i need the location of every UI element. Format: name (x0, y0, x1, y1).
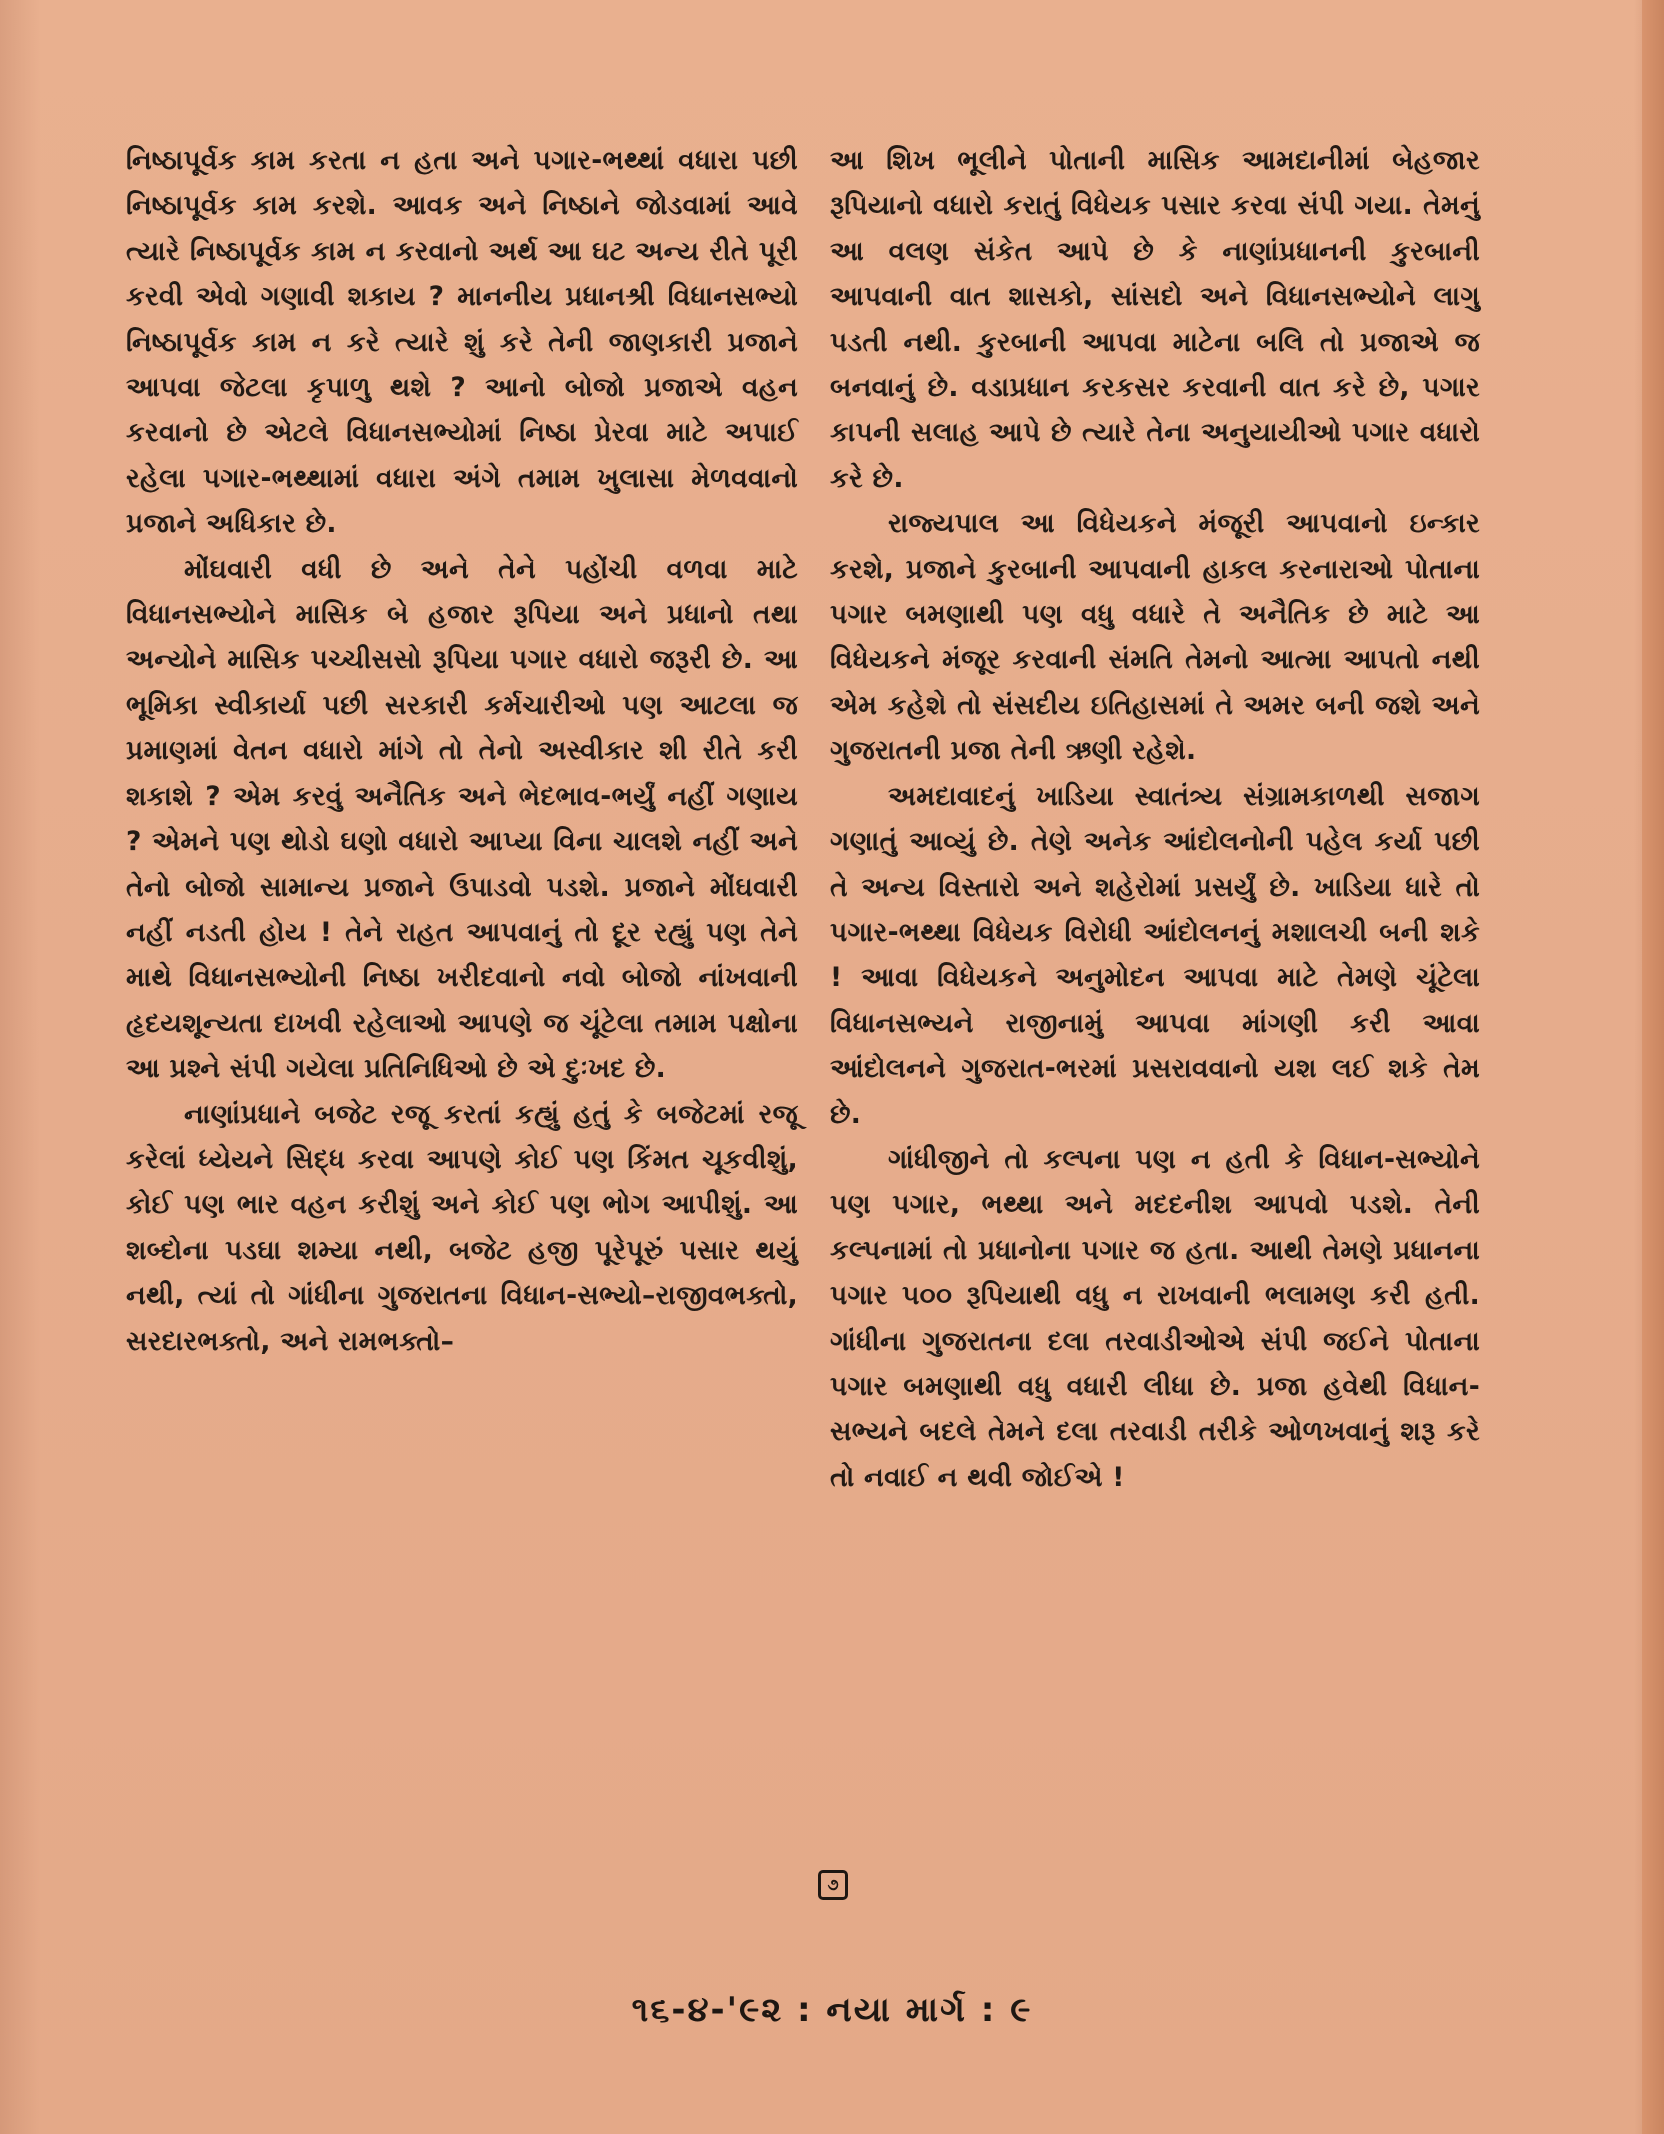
paragraph: આ શિખ ભૂલીને પોતાની માસિક આમદાનીમાં બેહજાર રૂપિયાનો વધારો કરાતું વિધેયક પસાર કરવા સંપી ગયા. તેમનું આ વલણ સંકેત આપે છે કે નાણાંપ્રધાનની કુરબાની આપવાની વાત શાસકો, સાંસદો અને વિધાનસભ્યોને લાગુ પડતી નથી. કુરબાની આપવા માટેના બલિ તો પ્રજાએ જ બનવાનું છે. વડાપ્રધાન કરકસર કરવાની વાત કરે છે, પગાર કાપની સલાહ આપે છે ત્યારે તેના અનુયાયીઓ પગાર વધારો કરે છે. (830, 145, 1480, 494)
right-text-column (830, 138, 1480, 1500)
left-text-column (126, 138, 798, 1364)
article-end-mark: ૭ (818, 1870, 848, 1900)
paragraph: રાજ્યપાલ આ વિધેયકને મંજૂરી આપવાનો ઇન્કાર કરશે, પ્રજાને કુરબાની આપવાની હાકલ કરનારાઓ પોતાના પગાર બમણાથી પણ વધુ વધારે તે અનૈતિક છે માટે આ વિધેયકને મંજૂર કરવાની સંમતિ તેમનો આત્મા આપતો નથી એમ કહેશે તો સંસદીય ઇતિહાસમાં તે અમર બની જશે અને ગુજરાતની પ્રજા તેની ઋણી રહેશે. (830, 508, 1480, 767)
paragraph: નિષ્ઠાપૂર્વક કામ કરતા ન હતા અને પગાર-ભથ્થાં વધારા પછી નિષ્ઠાપૂર્વક કામ કરશે. આવક અને નિષ્ઠાને જોડવામાં આવે ત્યારે નિષ્ઠાપૂર્વક કામ ન કરવાનો અર્થ આ ઘટ અન્ય રીતે પૂરી કરવી એવો ગણાવી શકાય ? માનનીય પ્રધાનશ્રી વિધાનસભ્યો નિષ્ઠાપૂર્વક કામ ન કરે ત્યારે શું કરે તેની જાણકારી પ્રજાને આપવા જેટલા કૃપાળુ થશે ? આનો બોજો પ્રજાએ વહન કરવાનો છે એટલે વિધાનસભ્યોમાં નિષ્ઠા પ્રેરવા માટે અપાઈ રહેલા પગાર-ભથ્થામાં વધારા અંગે તમામ ખુલાસા મેળવવાનો પ્રજાને અધિકાર છે. (126, 145, 798, 540)
paragraph: મોંઘવારી વધી છે અને તેને પહોંચી વળવા માટે વિધાનસભ્યોને માસિક બે હજાર રૂપિયા અને પ્રધાનો તથા અન્યોને માસિક પચ્ચીસસો રૂપિયા પગાર વધારો જરૂરી છે. આ ભૂમિકા સ્વીકાર્યા પછી સરકારી કર્મચારીઓ પણ આટલા જ પ્રમાણમાં વેતન વધારો માંગે તો તેનો અસ્વીકાર શી રીતે કરી શકાશે ? એમ કરવું અનૈતિક અને ભેદભાવ-ભર્યું નહીં ગણાય ? એમને પણ થોડો ઘણો વધારો આપ્યા વિના ચાલશે નહીં અને તેનો બોજો સામાન્ય પ્રજાને ઉપાડવો પડશે. પ્રજાને મોંઘવારી નહીં નડતી હોય ! તેને રાહત આપવાનું તો દૂર રહ્યું પણ તેને માથે વિધાનસભ્યોની નિષ્ઠા ખરીદવાનો નવો બોજો નાંખવાની હૃદયશૂન્યતા દાખવી રહેલાઓ આપણે જ ચૂંટેલા તમામ પક્ષોના આ પ્રશ્ને સંપી ગયેલા પ્રતિનિધિઓ છે એ દુઃખદ છે. (126, 553, 798, 1085)
paragraph: ગાંધીજીને તો કલ્પના પણ ન હતી કે વિધાન-સભ્યોને પણ પગાર, ભથ્થા અને મદદનીશ આપવો પડશે. તેની કલ્પનામાં તો પ્રધાનોના પગાર જ હતા. આથી તેમણે પ્રધાનના પગાર ૫૦૦ રૂપિયાથી વધુ ન રાખવાની ભલામણ કરી હતી. ગાંધીના ગુજરાતના દલા તરવાડીઓએ સંપી જઈને પોતાના પગાર બમણાથી વધુ વધારી લીધા છે. પ્રજા હવેથી વિધાન-સભ્યને બદલે તેમને દલા તરવાડી તરીકે ઓળખવાનું શરૂ કરે તો નવાઈ ન થવી જોઈએ ! (830, 1143, 1480, 1493)
page-footer: ૧૬-૪-'૯૨ : નયા માર્ગ : ૯ (631, 1990, 1033, 2030)
paragraph: નાણાંપ્રધાને બજેટ રજૂ કરતાં કહ્યું હતું કે બજેટમાં રજૂ કરેલાં ધ્યેયને સિદ્ધ કરવા આપણે કોઈ પણ કિંમત ચૂકવીશું, કોઈ પણ ભાર વહન કરીશું અને કોઈ પણ ભોગ આપીશું. આ શબ્દોના પડઘા શમ્યા નથી, બજેટ હજી પૂરેપૂરું પસાર થયું નથી, ત્યાં તો ગાંધીના ગુજરાતના વિધાન-સભ્યો–રાજીવભક્તો, સરદારભક્તો, અને રામભક્તો– (126, 1098, 798, 1357)
page-edge-shadow (1642, 0, 1664, 2134)
paragraph: અમદાવાદનું ખાડિયા સ્વાતંત્ર્ય સંગ્રામકાળથી સજાગ ગણાતું આવ્યું છે. તેણે અનેક આંદોલનોની પહેલ કર્યા પછી તે અન્ય વિસ્તારો અને શહેરોમાં પ્રસર્યું છે. ખાડિયા ધારે તો પગાર-ભથ્થા વિધેયક વિરોધી આંદોલનનું મશાલચી બની શકે ! આવા વિધેયકને અનુમોદન આપવા માટે તેમણે ચૂંટેલા વિધાનસભ્યને રાજીનામું આપવા માંગણી કરી આવા આંદોલનને ગુજરાત-ભરમાં પ્રસરાવવાનો યશ લઈ શકે તેમ છે. (830, 780, 1480, 1130)
